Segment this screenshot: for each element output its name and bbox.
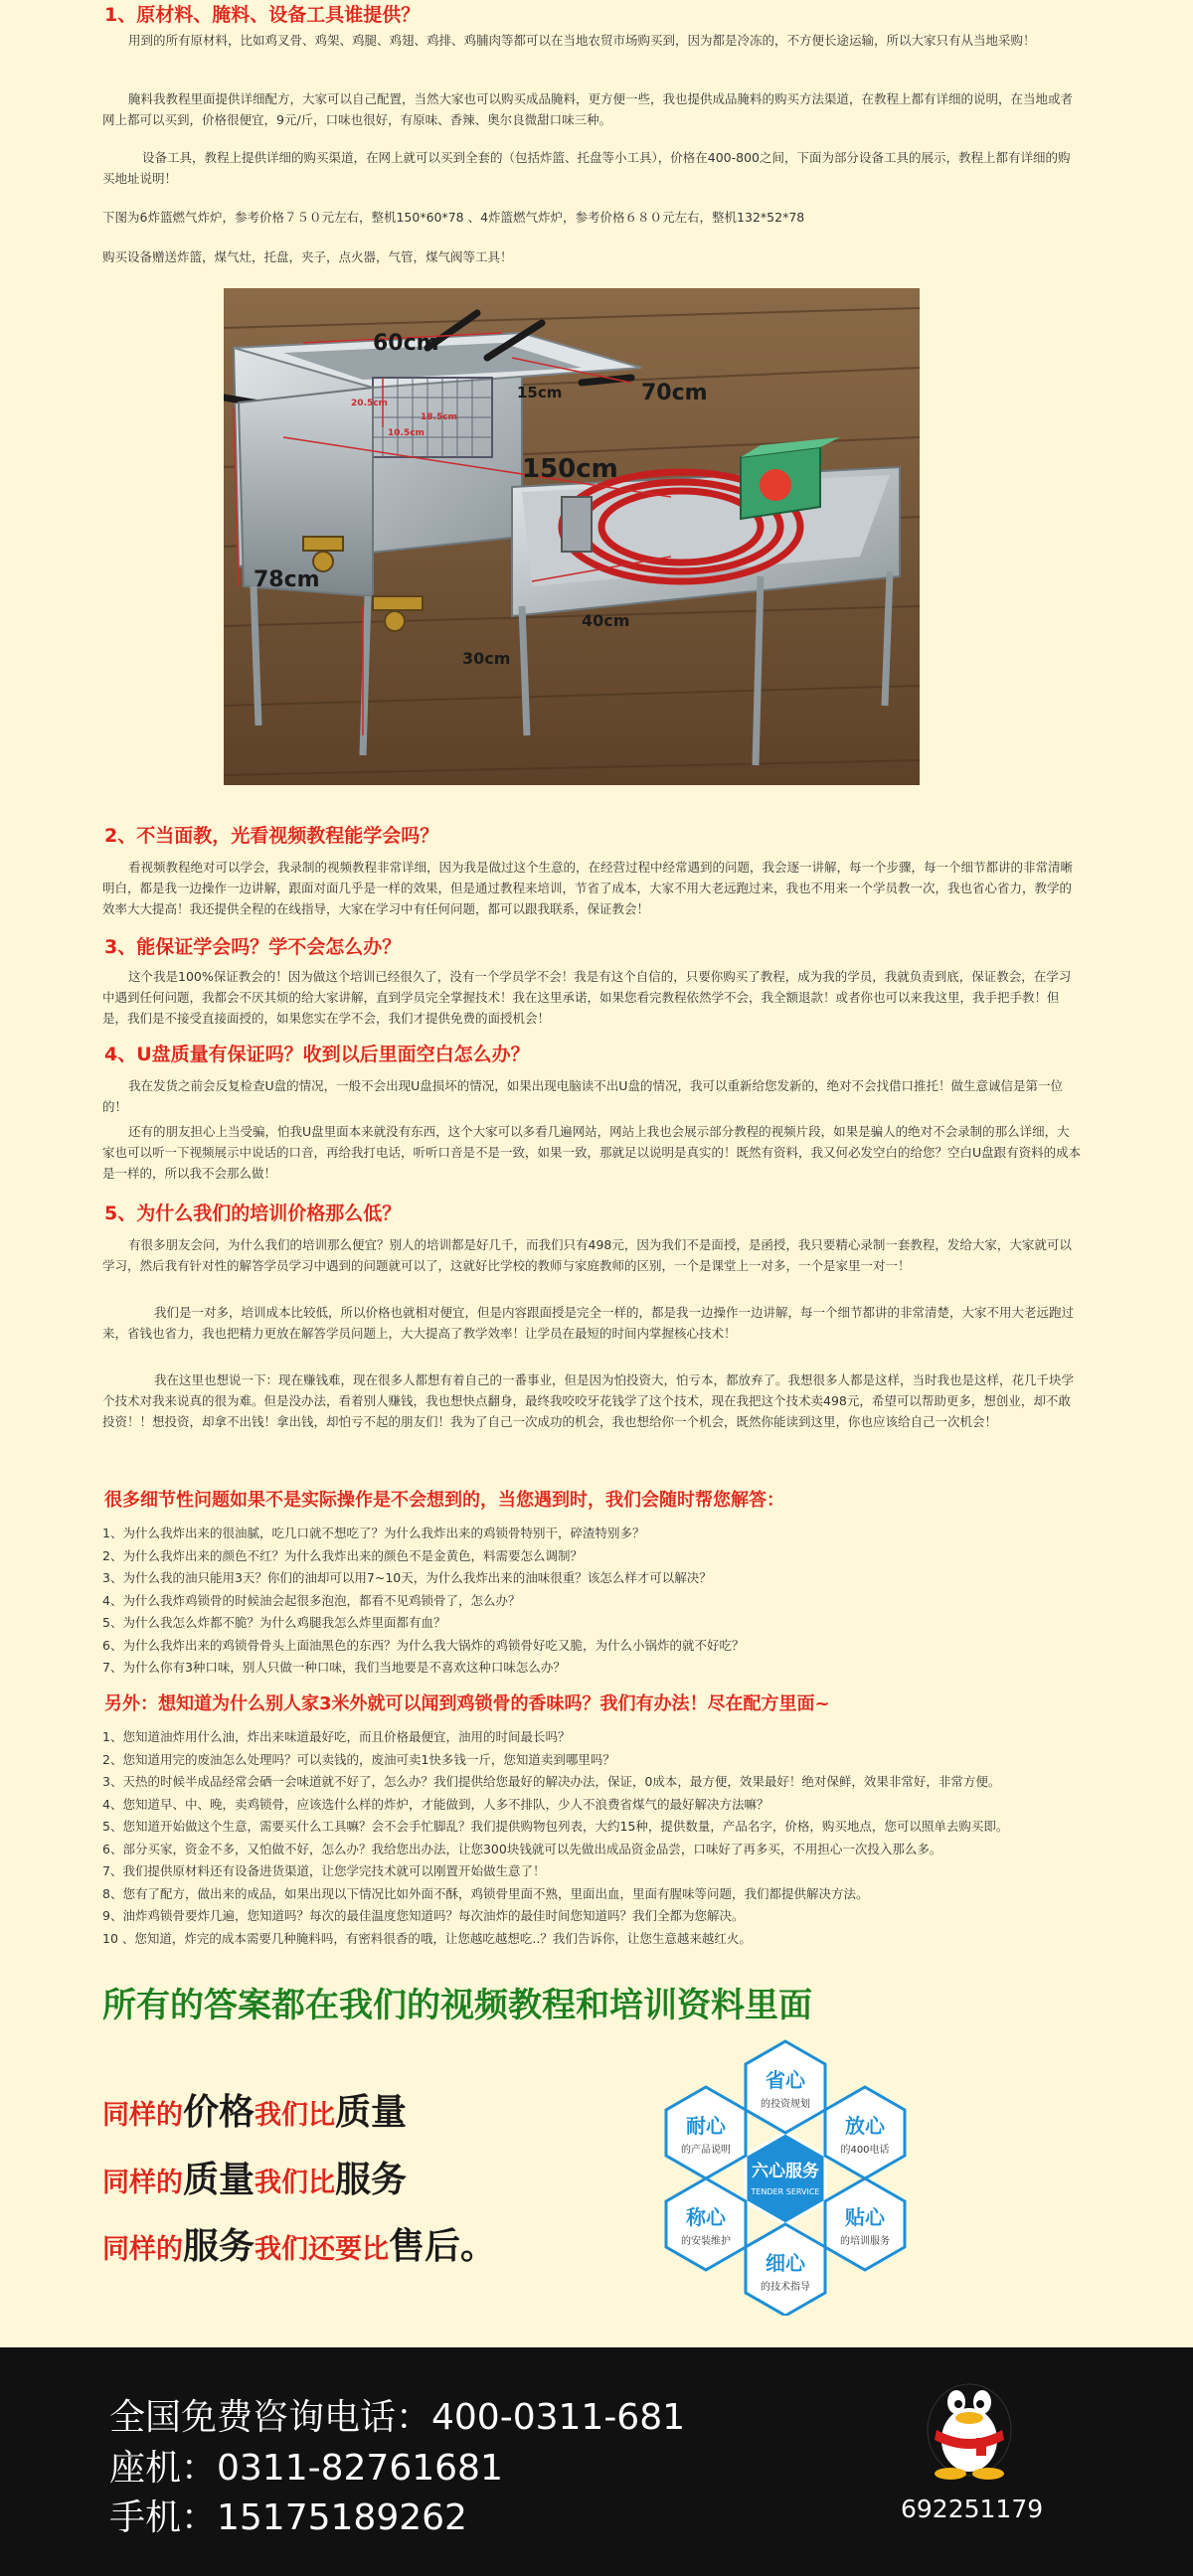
faq-1-item: 7、为什么你有3种口味，别人只做一种口味，我们当地要是不喜欢这种口味怎么办？ [102, 1660, 566, 1675]
slogan-2-c: 我们比 [255, 2168, 336, 2198]
dim-label-70: 70cm [641, 381, 708, 405]
slogan-2-a: 同样的 [102, 2168, 183, 2198]
qq-penguin-icon[interactable] [915, 2360, 1024, 2480]
faq-2-item: 3、天热的时候半成品经常会硒一会味道就不好了，怎么办？我们提供给您最好的解决办法，保证，0成本，最方便，效果最好！绝对保鲜，效果非常好，非常方便。 [102, 1774, 1001, 1789]
hex-center-title: 六心服务 [752, 2162, 819, 2181]
slogan-1 [102, 2084, 407, 2135]
hex-cell-title: 细心 [766, 2251, 805, 2275]
dim-label-30: 30cm [462, 649, 511, 668]
faq-1-item: 6、为什么我炸出来的鸡锁骨骨头上面油黑色的东西？为什么我大锅炸的鸡锁骨好吃又脆，为什么小锅炸的就不好吃？ [102, 1637, 745, 1653]
section-4-para-1: 我在发货之前会反复检查U盘的情况，一般不会出现U盘损坏的情况，如果出现电脑读不出U盘的情况，我可以重新给您发新的，绝对不会找借口推托！做生意诚信是第一位的！ [102, 1078, 1063, 1114]
slogan-1-b: 价格 [183, 2092, 256, 2133]
hex-cell-title: 耐心 [686, 2114, 726, 2138]
faq-2-item: 2、您知道用完的废油怎么处理吗？可以卖钱的，废油可卖1快多钱一斤，您知道卖到哪里吗？ [102, 1751, 615, 1767]
dim-label-20-5: 20.5cm [351, 399, 388, 408]
section-5-title: 5、为什么我们的培训价格那么低？ [104, 1203, 402, 1224]
fryer-illustration [224, 288, 920, 785]
slogan-1-d: 质量 [335, 2092, 408, 2133]
slogan-3-b: 服务 [183, 2226, 256, 2267]
section-5-para-3: 我在这里也想说一下：现在赚钱难，现在很多人都想有着自己的一番事业，但是因为怕投资大，怕亏本，都放弃了。我想很多人都是这样，当时我也是这样，花几千块学个技术对我来说真的很为难。但是没办法，看着别人赚钱，我也想快点翻身，最终我咬咬牙花钱学了这个技术，现在我把这个技术卖498元，希望可以帮助更多，想创业，却不敢投资！！想投资，却拿不出钱！拿出钱，却怕亏不起的朋友们！我为了自己一次成功的机会，我也想给你一个机会，既然你能读到这里，你也应该给自己一次机会！ [102, 1372, 1075, 1429]
faq-2-list [102, 1726, 1008, 1950]
section-1-para-4: 下图为6炸篮燃气炸炉，参考价格７５０元左右，整机150*60*78 、4炸篮燃气炸炉，参考价格６８０元左右，整机132*52*78 [102, 210, 805, 225]
section-4-title: 4、U盘质量有保证吗？收到以后里面空白怎么办？ [104, 1044, 530, 1065]
section-5-para-1: 有很多朋友会问，为什么我们的培训那么便宜？别人的培训都是好几千，而我们只有498元，因为我们不是面授，是函授，我只要精心录制一套教程，发给大家，大家就可以学习，然后我有针对性的解答学员学习中遇到的问题就可以了，这就好比学校的教师与家庭教师的区别，一个是课堂上一对多，一个是家里一对一！ [102, 1237, 1072, 1273]
faq-1-item: 3、为什么我的油只能用3天？你们的油却可以用7~10天，为什么我炸出来的油味很重？该怎么样才可以解决？ [102, 1570, 712, 1585]
section-2-para-1: 看视频教程绝对可以学会，我录制的视频教程非常详细，因为我是做过这个生意的，在经营过程中经常遇到的问题，我会逐一讲解，每一个步骤，每一个细节都讲的非常清晰明白，都是我一边操作一边讲解，跟面对面几乎是一样的效果，但是通过教程来培训，节省了成本，大家不用大老远跑过来，我也不用来一个学员教一次，我也省心省力，教学的效率大大提高！我还提供全程的在线指导，大家在学习中有任何问题，都可以跟我联系，保证教会！ [102, 860, 1074, 916]
slogan-2-d: 服务 [335, 2160, 408, 2200]
section-4-para-2: 还有的朋友担心上当受骗，怕我U盘里面本来就没有东西，这个大家可以多看几遍网站，网站上我也会展示部分教程的视频片段，如果是骗人的绝对不会录制的那么详细，大家也可以听一下视频展示中说话的口音，再给我打电话，听听口音是不是一致，如果一致，那就足以说明是真实的！既然有资料，我又何必发空白的给您？空白U盘跟有资料的成本是一样的，所以我不会那么做！ [102, 1124, 1082, 1181]
section-1-para-1: 用到的所有原材料，比如鸡叉骨、鸡架、鸡腿、鸡翅、鸡排、鸡脯肉等都可以在当地农贸市场购买到，因为都是冷冻的，不方便长途运输，所以大家只有从当地采购！ [128, 33, 1036, 48]
landline-text: 座机：0311-82761681 [109, 2448, 503, 2489]
section-2-title: 2、不当面教，光看视频教程能学会吗？ [104, 825, 439, 847]
hex-cell-sub: 的安装维护 [681, 2236, 731, 2247]
slogan-3-d: 售后。 [389, 2226, 497, 2267]
faq-2-title: 另外：想知道为什么别人家3米外就可以闻到鸡锁骨的香味吗？我们有办法！尽在配方里面~ [104, 1693, 830, 1714]
six-heart-service-diagram [636, 2037, 935, 2316]
faq-1-item: 4、为什么我炸鸡锁骨的时候油会起很多泡泡，都看不见鸡锁骨了，怎么办？ [102, 1592, 521, 1608]
slogan-1-a: 同样的 [102, 2100, 183, 2131]
slogan-3-c: 我们还要比 [255, 2234, 390, 2265]
hex-cell-title: 称心 [686, 2205, 726, 2229]
faq-2-item: 8、您有了配方，做出来的成品，如果出现以下情况比如外面不酥，鸡锁骨里面不熟，里面出血，里面有腥味等问题，我们都提供解决方法。 [102, 1885, 869, 1901]
section-5-para-2: 我们是一对多，培训成本比较低，所以价格也就相对便宜，但是内容跟面授是完全一样的，都是我一边操作一边讲解，每一个细节都讲的非常清楚，大家不用大老远跑过来，省钱也省力，我也把精力更放在解答学员问题上，大大提高了教学效率！让学员在最短的时间内掌握核心技术！ [102, 1305, 1075, 1341]
hex-cell-title: 省心 [766, 2068, 805, 2092]
faq-2-item: 1、您知道油炸用什么油，炸出来味道最好吃，而且价格最便宜，油用的时间最长吗？ [102, 1729, 571, 1744]
section-1-title: 1、原材料、腌料、设备工具谁提供？ [104, 4, 421, 26]
slogan-2-b: 质量 [183, 2160, 256, 2200]
section-1-para-2: 腌料我教程里面提供详细配方，大家可以自己配置，当然大家也可以购买成品腌料，更方便一些，我也提供成品腌料的购买方法渠道，在教程上都有详细的说明，在当地或者网上都可以买到，价格很便宜，9元/斤，口味也很好，有原味、香辣、奥尔良微甜口味三种。 [102, 91, 1074, 127]
faq-2-item: 7、我们提供原材料还有设备进货渠道，让您学完技术就可以刚置开始做生意了！ [102, 1863, 546, 1878]
answer-banner: 所有的答案都在我们的视频教程和培训资料里面 [102, 1986, 812, 2025]
hex-cell-sub: 的投资规划 [761, 2099, 810, 2110]
faq-2-item: 5、您知道开始做这个生意，需要买什么工具嘛？会不会手忙脚乱？我们提供购物包列表，大约15种，提供数量，产品名字，价格，购买地点，您可以照单去购买即。 [102, 1819, 1009, 1834]
slogan-3-a: 同样的 [102, 2234, 183, 2265]
faq-2-item: 6、部分买家，资金不多，又怕做不好，怎么办？我给您出办法，让您300块钱就可以先做出成品资金品尝，口味好了再多买，不用担心一次投入那么多。 [102, 1841, 942, 1856]
dim-label-15: 15cm [517, 384, 563, 402]
faq-1-item: 2、为什么我炸出来的颜色不红？为什么我炸出来的颜色不是金黄色，料需要怎么调制？ [102, 1547, 583, 1563]
section-3-para-1: 这个我是100%保证教会的！因为做这个培训已经很久了，没有一个学员学不会！我是有这个自信的，只要你购买了教程，成为我的学员，我就负责到底，保证教会，在学习中遇到任何问题，我都会不厌其烦的给大家讲解，直到学员完全掌握技术！我在这里承诺，如果您看完教程依然学不会，我全额退款！或者你也可以来我这里，我手把手教！但是，我们是不接受直接面授的，如果您实在学不会，我们才提供免费的面授机会！ [102, 969, 1072, 1026]
hex-cell-title: 放心 [845, 2114, 885, 2138]
faq-1-title: 很多细节性问题如果不是实际操作是不会想到的，当您遇到时，我们会随时帮您解答： [104, 1490, 784, 1511]
slogan-2 [102, 2152, 407, 2202]
dim-label-78: 78cm [254, 567, 320, 592]
section-3-title: 3、能保证学会吗？学不会怎么办？ [104, 936, 402, 958]
fryer-photo [224, 288, 920, 785]
slogan-1-c: 我们比 [255, 2100, 336, 2131]
dim-label-40: 40cm [582, 611, 630, 630]
hotline-text: 全国免费咨询电话：400-0311-681 [109, 2397, 686, 2438]
section-1-para-3: 设备工具，教程上提供详细的购买渠道，在网上就可以买到全套的（包括炸篮、托盘等小工具），价格在400-800之间，下面为部分设备工具的展示，教程上都有详细的购买地址说明！ [102, 150, 1071, 186]
faq-2-item: 9、油炸鸡锁骨要炸几遍，您知道吗？每次的最佳温度您知道吗？每次油炸的最佳时间您知道吗？我们全都为您解决。 [102, 1908, 745, 1923]
faq-1-item: 1、为什么我炸出来的很油腻，吃几口就不想吃了？为什么我炸出来的鸡锁骨特别干，碎渣特别多？ [102, 1526, 645, 1540]
hex-cell-sub: 的技术指导 [761, 2282, 810, 2293]
section-1-para-5: 购买设备赠送炸篮，煤气灶，托盘，夹子，点火器，气管，煤气阀等工具！ [102, 249, 513, 264]
mobile-text: 手机：15175189262 [109, 2497, 467, 2538]
dim-label-10-5: 10.5cm [388, 428, 425, 438]
hex-cell-title: 贴心 [845, 2205, 885, 2229]
faq-2-item: 4、您知道早、中、晚，卖鸡锁骨，应该选什么样的炸炉，才能做到，人多不排队，少人不浪费省煤气的最好解决方法嘛？ [102, 1796, 769, 1812]
hex-cell-sub: 的培训服务 [840, 2236, 890, 2247]
qq-number[interactable]: 692251179 [901, 2495, 1044, 2523]
faq-2-item: 10 、您知道，炸完的成本需要几种腌料吗，有密料很香的哦，让您越吃越想吃..？我们告诉你，让您生意越来越红火。 [102, 1930, 752, 1946]
hex-cell-sub: 的400电话 [840, 2145, 890, 2156]
faq-1-item: 5、为什么我怎么炸都不脆？为什么鸡腿我怎么炸里面都有血？ [102, 1615, 446, 1630]
dim-label-60: 60cm [373, 331, 439, 356]
faq-1-list [102, 1523, 744, 1680]
dim-label-150: 150cm [522, 454, 618, 484]
hex-center-sub: TENDER SERVICE [751, 2187, 820, 2196]
hex-cell-sub: 的产品说明 [681, 2145, 731, 2156]
slogan-3 [102, 2218, 496, 2269]
dim-label-18-5: 18.5cm [421, 412, 457, 422]
